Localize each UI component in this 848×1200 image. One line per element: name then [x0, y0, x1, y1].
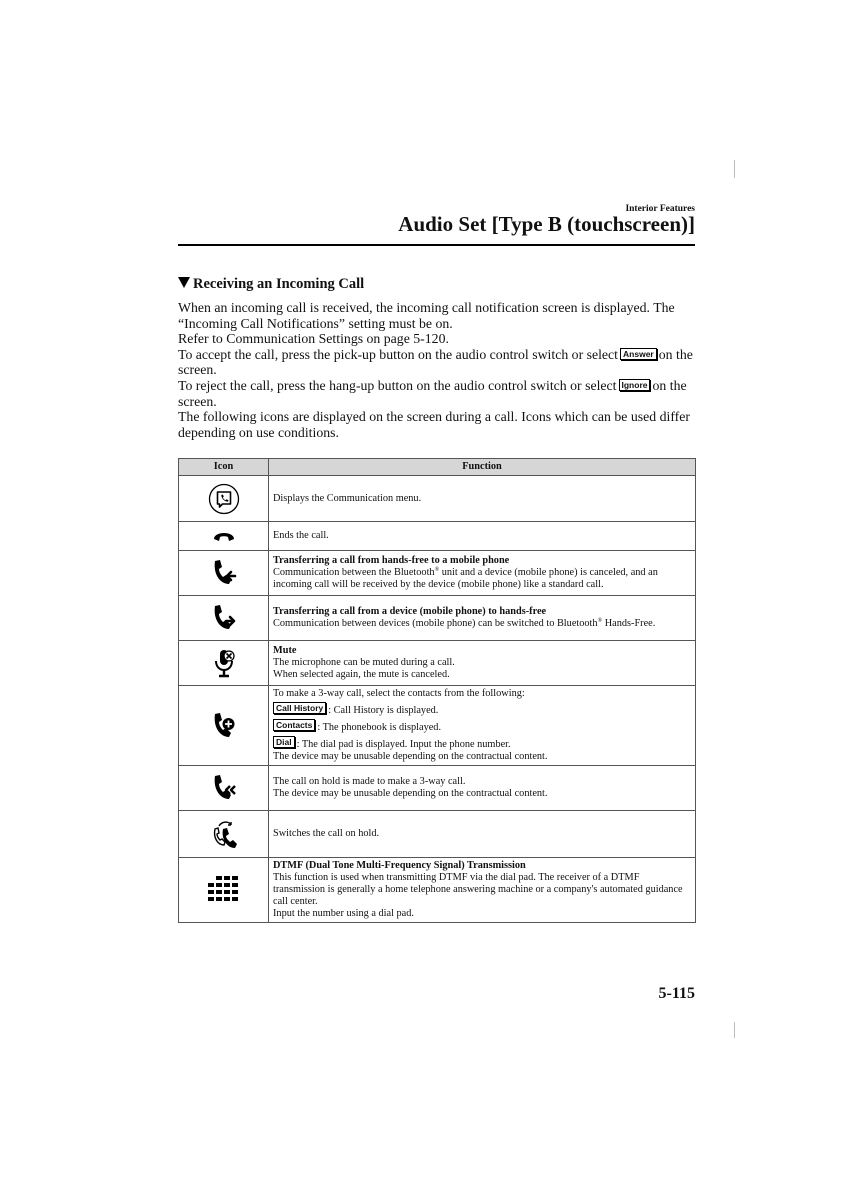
- table-row: [179, 522, 696, 551]
- function-cell: Switches the call on hold.: [269, 811, 696, 858]
- dial-key: Dial: [273, 736, 295, 748]
- icon-cell: [179, 641, 269, 686]
- function-line: The device may be unusable depending on the contractual content.: [273, 751, 548, 762]
- switch-call-icon: [210, 817, 238, 851]
- function-title: DTMF (Dual Tone Multi-Frequency Signal) Transmission: [273, 860, 526, 871]
- function-line: [273, 702, 691, 717]
- table-row: [179, 551, 696, 596]
- transfer-to-mobile-icon: [210, 557, 238, 589]
- icon-cell: [179, 522, 269, 551]
- description-text: : The phonebook is displayed.: [317, 722, 442, 733]
- function-line: The microphone can be muted during a call.: [273, 657, 455, 668]
- function-line: To make a 3-way call, select the contacts from the following:: [273, 688, 525, 699]
- dial-pad-icon: [208, 875, 240, 905]
- function-cell: Ends the call.: [269, 522, 696, 551]
- answer-key: Answer: [620, 348, 657, 360]
- function-line: [273, 719, 691, 734]
- section-heading: [178, 276, 364, 293]
- intro-paragraph: [178, 347, 698, 378]
- function-line: [273, 736, 691, 751]
- table-row: [179, 858, 696, 923]
- description-text: unit and a device (mobile phone) is canceled, and an incoming call will be received by the device (mobile phone) like a standard call.: [273, 567, 658, 590]
- chapter-label: Interior Features: [625, 204, 695, 214]
- description-text: : Call History is displayed.: [328, 705, 439, 716]
- icon-cell: [179, 476, 269, 522]
- function-title: Transferring a call from a device (mobile phone) to hands-free: [273, 606, 547, 617]
- intro-text-span: on the screen.: [178, 377, 687, 409]
- section-heading-text: Receiving an Incoming Call: [193, 276, 365, 292]
- end-call-icon: [212, 529, 236, 543]
- communication-menu-icon: [207, 482, 241, 516]
- icon-cell: [179, 686, 269, 766]
- icon-cell: [179, 811, 269, 858]
- function-description: [273, 618, 691, 630]
- function-cell: [269, 858, 696, 923]
- page-number: 5-115: [658, 985, 695, 1002]
- intro-text-span: To accept the call, press the pick-up button on the audio control switch or select: [178, 346, 619, 362]
- column-header-function: Function: [269, 459, 696, 476]
- description-text: Hands-Free.: [602, 618, 656, 629]
- intro-text: [178, 300, 698, 440]
- table-row: [179, 476, 696, 522]
- table-row: [179, 596, 696, 641]
- function-description: This function is used when transmitting DTMF via the dial pad. The receiver of a DTMF transmission is generally a home telephone answering machine or a company's automated guidance call center.: [273, 872, 683, 907]
- triangle-bullet-icon: [178, 277, 190, 288]
- icon-function-table: [178, 458, 696, 923]
- function-cell: [269, 766, 696, 811]
- intro-text-span: To reject the call, press the hang-up button on the audio control switch or select: [178, 377, 617, 393]
- edge-mark: [734, 160, 735, 178]
- header-divider: [178, 244, 695, 246]
- call-history-key: Call History: [273, 702, 326, 714]
- ignore-key: Ignore: [619, 379, 651, 391]
- intro-text-span: on the screen.: [178, 346, 693, 378]
- function-line: The device may be unusable depending on the contractual content.: [273, 788, 548, 799]
- column-header-icon: Icon: [179, 459, 269, 476]
- transfer-to-handsfree-icon: [210, 602, 238, 634]
- function-cell: [269, 641, 696, 686]
- edge-mark: [734, 1022, 735, 1038]
- function-cell: Displays the Communication menu.: [269, 476, 696, 522]
- function-title: Transferring a call from hands-free to a mobile phone: [273, 555, 510, 566]
- function-cell: [269, 596, 696, 641]
- intro-paragraph: [178, 378, 698, 409]
- icon-cell: [179, 766, 269, 811]
- merge-call-icon: [210, 772, 238, 804]
- page-title: Audio Set [Type B (touchscreen)]: [398, 212, 695, 236]
- table-header-row: [179, 459, 696, 476]
- function-line: Input the number using a dial pad.: [273, 908, 414, 919]
- icon-cell: [179, 551, 269, 596]
- function-cell: [269, 551, 696, 596]
- registered-mark: ®: [597, 618, 603, 624]
- intro-paragraph: Refer to Communication Settings on page 5-120.: [178, 331, 449, 347]
- description-text: Communication between devices (mobile phone) can be switched to Bluetooth: [273, 618, 598, 629]
- registered-mark: ®: [434, 567, 440, 573]
- function-title: Mute: [273, 645, 297, 656]
- table-row: [179, 766, 696, 811]
- function-line: The call on hold is made to make a 3-way call.: [273, 776, 466, 787]
- function-cell: [269, 686, 696, 766]
- table-row: [179, 641, 696, 686]
- table-row: [179, 686, 696, 766]
- intro-paragraph: When an incoming call is received, the incoming call notification screen is displayed. The “Incoming Call Notifications” setting must be on.: [178, 300, 675, 331]
- icon-cell: [179, 596, 269, 641]
- description-text: : The dial pad is displayed. Input the phone number.: [296, 739, 511, 750]
- contacts-key: Contacts: [273, 719, 315, 731]
- add-call-icon: [210, 710, 238, 742]
- icon-cell: [179, 858, 269, 923]
- table-row: [179, 811, 696, 858]
- intro-paragraph: The following icons are displayed on the screen during a call. Icons which can be used differ depending on use conditions.: [178, 409, 690, 440]
- function-line: When selected again, the mute is canceled.: [273, 669, 450, 680]
- description-text: Communication between the Bluetooth: [273, 567, 435, 578]
- mute-microphone-icon: [213, 647, 235, 679]
- function-description: [273, 567, 691, 591]
